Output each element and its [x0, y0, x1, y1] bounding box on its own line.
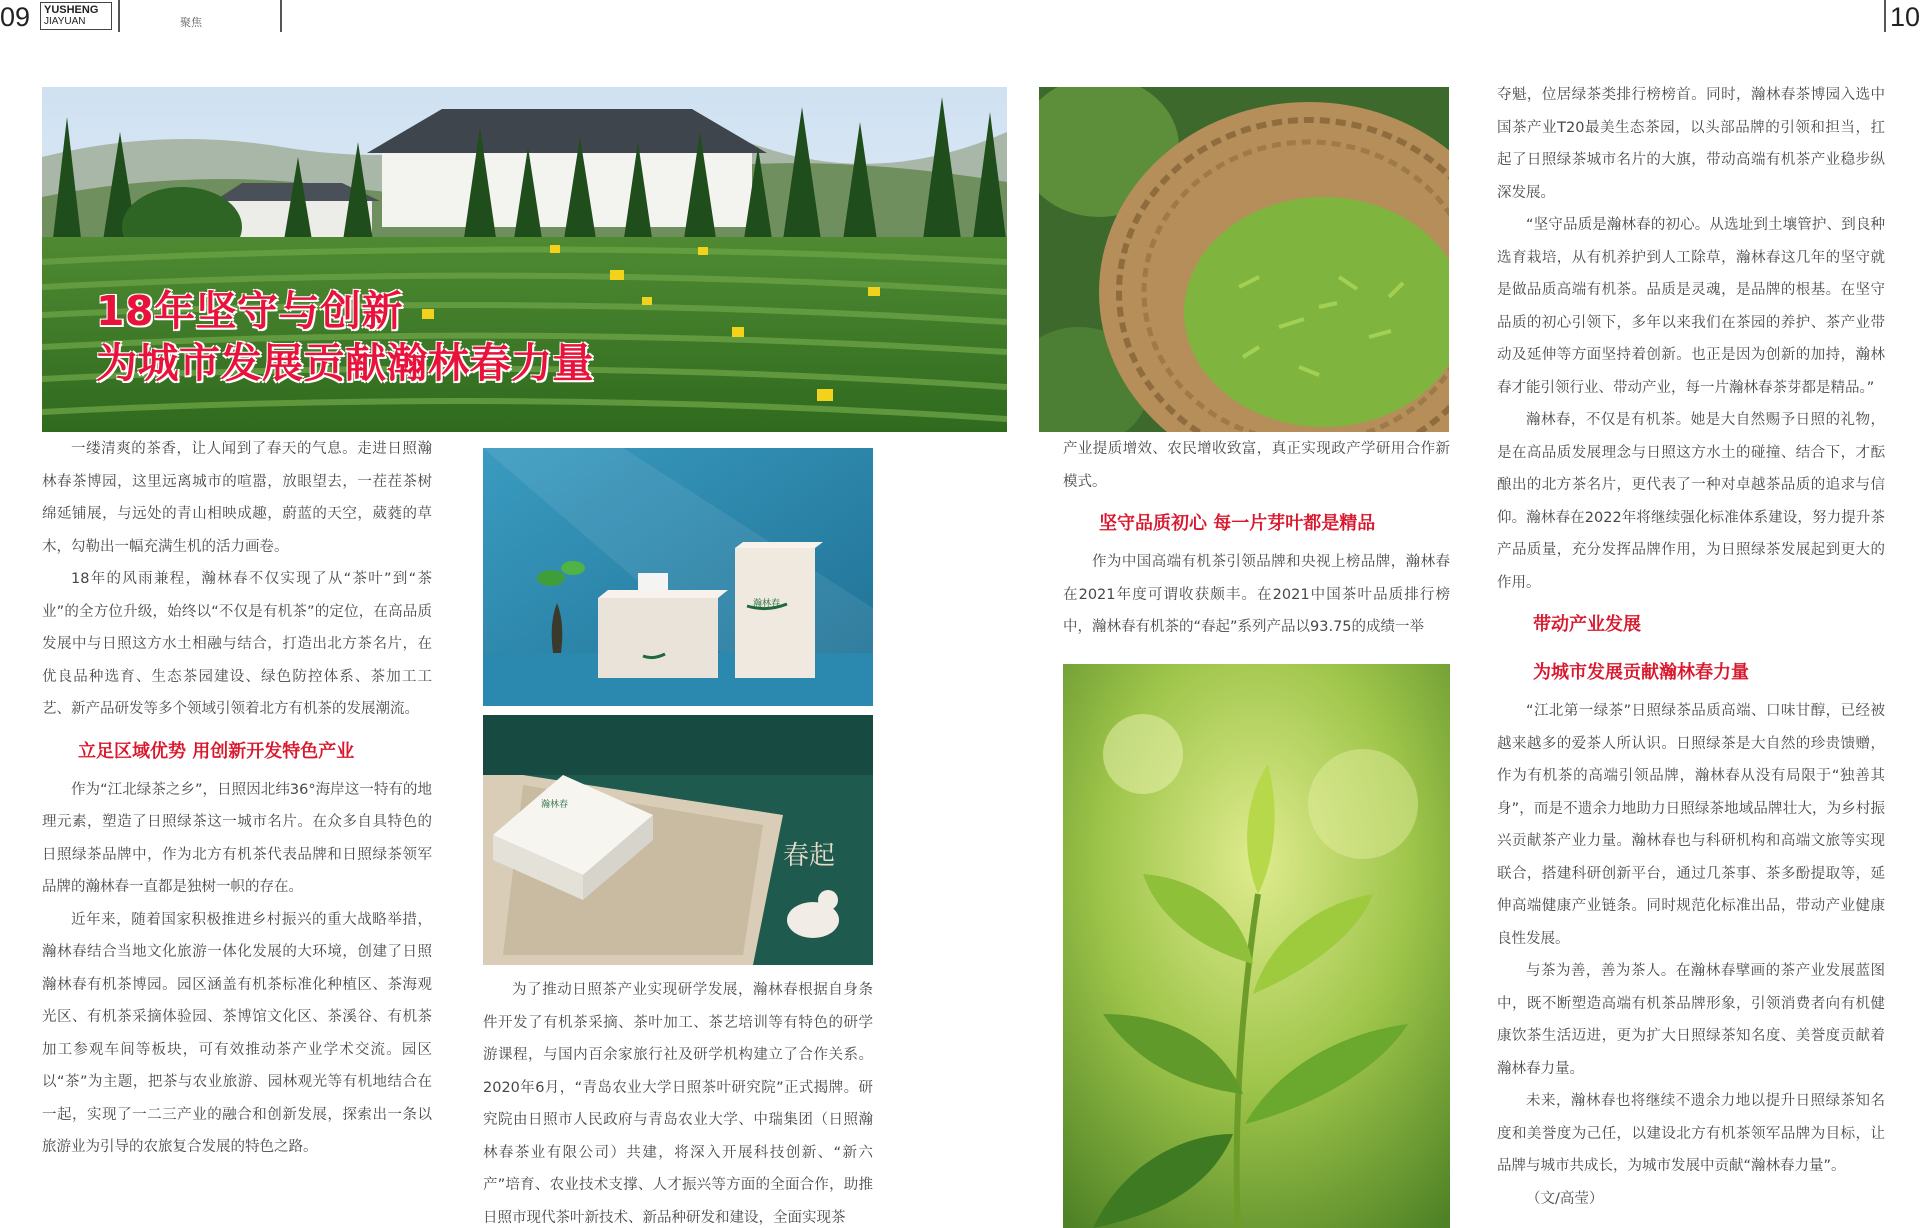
gift-box-lid-label: 瀚林春 [541, 800, 569, 810]
paragraph: 近年来，随着国家积极推进乡村振兴的重大战略举措，瀚林春结合当地文化旅游一体化发展的大环境，创建了日照瀚林春有机茶博园。园区涵盖有机茶标准化种植区、茶海观光区、有机茶采摘体验园、茶博馆文化区、茶溪谷、有机茶加工参观车间等板块，可有效推动茶产业学术交流。园区以“茶”为主题，把茶与农业旅游、园林观光等有机地结合在一起，实现了一二三产业的融合和创新发展，探索出一条以旅游业为引导的农旅复合发展的特色之路。 [42, 911, 432, 1155]
section-label: 聚焦 [180, 16, 202, 29]
paragraph: 夺魁，位居绿茶类排行榜榜首。同时，瀚林春茶博园入选中国茶产业T20最美生态茶园，以头部品牌的引领和担当，扛起了日照绿茶城市名片的大旗，带动高端有机茶产业稳步纵深发展。 [1497, 87, 1885, 201]
article-column-4 [1497, 79, 1885, 1215]
paragraph: “坚守品质是瀚林春的初心。从选址到土壤管护、到良种选育栽培，从有机养护到人工除草，瀚林春这几年的坚守就是做品质高端有机茶。品质是灵魂，是品牌的根基。在坚守品质的初心引领下，多年以来我们在茶园的养护、茶产业带动及延伸等方面坚持着创新。也正是因为创新的加持，瀚林春才能引领行业、带动产业，每一片瀚林春茶芽都是精品。” [1497, 217, 1885, 396]
header-divider [1884, 0, 1886, 32]
product-box-label: 瀚林春 [753, 599, 781, 609]
headline [96, 285, 594, 389]
article-column-3 [1063, 433, 1450, 644]
headline-line1: 18年坚守与创新 [96, 287, 404, 335]
paragraph: 作为中国高端有机茶引领品牌和央视上榜品牌，瀚林春在2021年度可谓收获颇丰。在2021中国茶叶品质排行榜中，瀚林春有机茶的“春起”系列产品以93.75的成绩一举 [1063, 554, 1450, 635]
gift-box-title: 春起 [783, 841, 836, 871]
paragraph: 瀚林春，不仅是有机茶。她是大自然赐予日照的礼物，是在高品质发展理念与日照这方水土的碰撞、结合下，才酝酿出的北方茶名片，更代表了一种对卓越茶品质的追求与信仰。瀚林春在2022年将继续强化标准体系建设，努力提升茶产品质量，充分发挥品牌作用，为日照绿茶发展起到更大的作用。 [1497, 412, 1885, 591]
subheading: 带动产业发展 [1533, 614, 1641, 635]
subheading: 立足区域优势 用创新开发特色产业 [78, 740, 355, 762]
header-divider [118, 0, 120, 32]
paragraph: 产业提质增效、农民增收致富，真正实现政产学研用合作新模式。 [1063, 441, 1450, 490]
subheading: 坚守品质初心 每一片芽叶都是精品 [1099, 513, 1376, 534]
tea-gift-box-photo [483, 715, 873, 965]
article-column-1 [42, 433, 432, 1164]
brand-line2: JIAYUAN [44, 16, 86, 27]
tea-basket-photo [1039, 87, 1449, 432]
byline: （文/高莹） [1526, 1190, 1604, 1207]
tea-sprout-closeup-photo [1063, 664, 1450, 1228]
page-number-left: 09 [0, 2, 31, 32]
paragraph: 一缕清爽的茶香，让人闻到了春天的气息。走进日照瀚林春茶博园，这里远离城市的喧嚣，放眼望去，一茬茬茶树绵延铺展，与远处的青山相映成趣，蔚蓝的天空，葳蕤的草木，勾勒出一幅充满生机的活力画卷。 [42, 441, 432, 555]
headline-line2: 为城市发展贡献瀚林春力量 [96, 339, 594, 387]
paragraph: 未来，瀚林春也将继续不遗余力地以提升日照绿茶知名度和美誉度为己任，以建设北方有机茶领军品牌为目标，让品牌与城市共成长，为城市发展中贡献“瀚林春力量”。 [1497, 1093, 1885, 1174]
paragraph: 18年的风雨兼程，瀚林春不仅实现了从“茶叶”到“茶业”的全方位升级，始终以“不仅是有机茶”的定位，在高品质发展中与日照这方水土相融与结合，打造出北方茶名片，在优良品种选育、生态茶园建设、绿色防控体系、茶加工工艺、新产品研发等多个领域引领着北方有机茶的发展潮流。 [42, 571, 432, 717]
brand-line1: YUSHENG [44, 4, 99, 16]
subheading: 为城市发展贡献瀚林春力量 [1533, 662, 1749, 683]
paragraph: 为了推动日照茶产业实现研学发展，瀚林春根据自身条件开发了有机茶采摘、茶叶加工、茶艺培训等有特色的研学游课程，与国内百余家旅行社及研学机构建立了合作关系。2020年6月，“青岛农业大学日照茶叶研究院”正式揭牌。研究院由日照市人民政府与青岛农业大学、中瑞集团（日照瀚林春茶业有限公司）共建，将深入开展科技创新、“新六产”培育、农业技术支撑、人才振兴等方面的全面合作，助推日照市现代茶叶新技术、新品种研发和建设，全面实现茶 [483, 982, 873, 1226]
article-column-2 [483, 974, 873, 1228]
header-divider [280, 0, 282, 32]
paragraph: 作为“江北绿茶之乡”，日照因北纬36°海岸这一特有的地理元素，塑造了日照绿茶这一城市名片。在众多自具特色的日照绿茶品牌中，作为北方有机茶代表品牌和日照绿茶领军品牌的瀚林春一直都是独树一帜的存在。 [42, 781, 432, 895]
page-number-right: 10 [1889, 2, 1920, 32]
tea-product-box-photo [483, 448, 873, 706]
paragraph: 与茶为善，善为茶人。在瀚林春擘画的茶产业发展蓝图中，既不断塑造高端有机茶品牌形象，引领消费者向有机健康饮茶生活迈进，更为扩大日照绿茶知名度、美誉度贡献着瀚林春力量。 [1497, 963, 1885, 1077]
paragraph: “江北第一绿茶”日照绿茶品质高端、口味甘醇，已经被越来越多的爱茶人所认识。日照绿茶是大自然的珍贵馈赠，作为有机茶的高端引领品牌，瀚林春从没有局限于“独善其身”，而是不遗余力地助力日照绿茶地域品牌壮大，为乡村振兴贡献茶产业力量。瀚林春也与科研机构和高端文旅等实现联合，搭建科研创新平台，通过几茶事、茶多酚提取等，延伸高端健康产业链条。同时规范化标准出品，带动产业健康良性发展。 [1497, 703, 1885, 947]
brand-logo [40, 2, 112, 30]
